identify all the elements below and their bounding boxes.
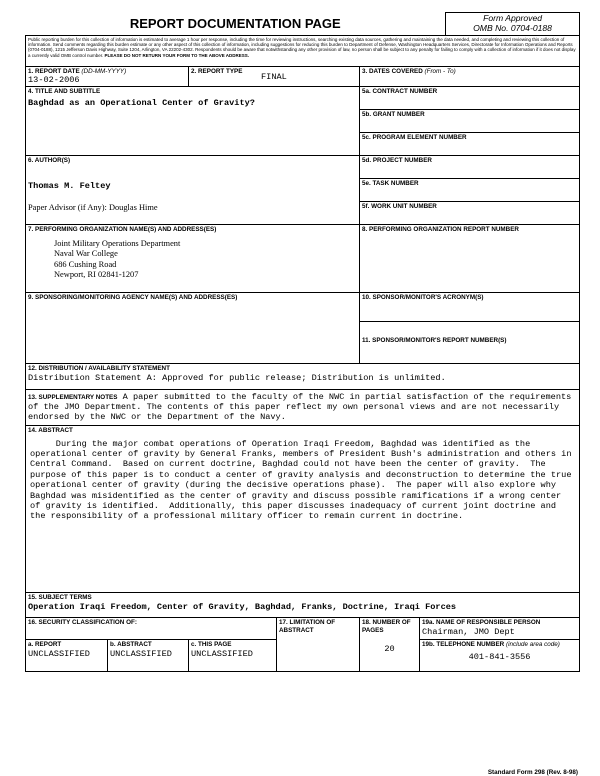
num-pages-value: 20 (384, 644, 395, 654)
report-documentation-form (25, 12, 579, 672)
report-date-value: 13-02-2006 (28, 75, 80, 85)
address-line: Newport, RI 02841-1207 (54, 270, 139, 279)
report-type-label: 2. REPORT TYPE (191, 67, 243, 75)
page-class-value: UNCLASSIFIED (191, 648, 253, 659)
supplementary-label: 13. SUPPLEMENTARY NOTES (28, 394, 118, 401)
authors-cell (26, 156, 360, 225)
address-line: Joint Military Operations Department (54, 238, 181, 248)
burden-statement (26, 35, 580, 66)
sponsor-acronym-cell (360, 293, 580, 322)
report-date-hint: (DD-MM-YYYY) (81, 67, 127, 75)
form-approved-text: Form Approved (483, 13, 542, 23)
paper-advisor: Paper Advisor (if Any): Douglas Hime (28, 202, 158, 212)
report-class-cell (26, 640, 108, 672)
distribution-label: 12. DISTRIBUTION / AVAILABILITY STATEMENT (28, 365, 170, 372)
project-number-cell (360, 156, 580, 179)
dates-covered-cell (360, 66, 580, 87)
distribution-cell (26, 364, 580, 390)
dates-covered-label: 3. DATES COVERED (362, 67, 423, 75)
subject-terms-cell (26, 593, 580, 618)
telephone-cell (420, 640, 580, 672)
abstract-class-label: b. ABSTRACT (110, 641, 152, 648)
security-class-label: 16. SECURITY CLASSIFICATION OF: (28, 619, 137, 626)
report-type-value: FINAL (261, 72, 287, 82)
distribution-value: Distribution Statement A: Approved for public release; Distribution is unlimited. (28, 372, 446, 383)
address-line: 686 Cushing Road (54, 259, 117, 269)
contract-number-cell (360, 87, 580, 110)
program-element-label: 5c. PROGRAM ELEMENT NUMBER (362, 134, 467, 141)
abstract-label: 14. ABSTRACT (28, 427, 73, 434)
title-subtitle-value: Baghdad as an Operational Center of Gravity? (28, 97, 255, 108)
work-unit-label: 5f. WORK UNIT NUMBER (362, 203, 437, 210)
project-number-label: 5d. PROJECT NUMBER (362, 157, 432, 164)
sponsor-acronym-label: 10. SPONSOR/MONITOR'S ACRONYM(S) (362, 294, 484, 301)
form-title-cell (26, 13, 446, 36)
contract-number-label: 5a. CONTRACT NUMBER (362, 88, 438, 95)
subject-terms-value: Operation Iraqi Freedom, Center of Gravity, Baghdad, Franks, Doctrine, Iraqi Forces (28, 601, 457, 612)
report-date-cell (26, 66, 189, 87)
abstract-class-value: UNCLASSIFIED (110, 648, 172, 659)
sponsor-report-cell (360, 322, 580, 364)
supplementary-cell (26, 390, 580, 426)
sponsoring-agency-cell (26, 293, 360, 364)
report-class-value: UNCLASSIFIED (28, 648, 90, 659)
num-pages-cell (360, 618, 420, 672)
performing-report-label: 8. PERFORMING ORGANIZATION REPORT NUMBER (362, 226, 519, 233)
subject-terms-label: 15. SUBJECT TERMS (28, 594, 92, 601)
performing-org-address (54, 239, 357, 281)
abstract-class-cell (108, 640, 189, 672)
performing-report-cell (360, 225, 580, 293)
responsible-value: Chairman, JMO Dept (422, 626, 515, 637)
security-class-cell (26, 618, 277, 640)
page-title: REPORT DOCUMENTATION PAGE (129, 15, 341, 31)
report-type-cell (189, 66, 360, 87)
report-class-label: a. REPORT (28, 641, 62, 648)
limitation-label: 17. LIMITATION OF ABSTRACT (279, 619, 336, 634)
author-name: Thomas M. Feltey (28, 180, 111, 191)
performing-org-label: 7. PERFORMING ORGANIZATION NAME(S) AND ADDRESS(ES) (28, 226, 217, 233)
responsible-cell (420, 618, 580, 640)
omb-box (446, 13, 580, 36)
performing-org-cell (26, 225, 360, 293)
grant-number-label: 5b. GRANT NUMBER (362, 111, 425, 118)
telephone-value: 401-841-3556 (468, 651, 531, 662)
abstract-cell (26, 426, 580, 593)
title-subtitle-label: 4. TITLE AND SUBTITLE (28, 88, 101, 95)
task-number-label: 5e. TASK NUMBER (362, 180, 419, 187)
address-line: Naval War College (54, 249, 118, 258)
burden-bold-text: PLEASE DO NOT RETURN YOUR FORM TO THE ABOVE ADDRESS. (104, 52, 250, 58)
telephone-label: 19b. TELEPHONE NUMBER (422, 641, 505, 648)
dates-covered-hint: (From - To) (424, 67, 456, 75)
program-element-cell (360, 133, 580, 156)
num-pages-label: 18. NUMBER OF PAGES (362, 619, 411, 634)
sponsor-report-label: 11. SPONSOR/MONITOR'S REPORT NUMBER(S) (362, 337, 507, 344)
grant-number-cell (360, 110, 580, 133)
omb-number: OMB No. 0704-0188 (473, 22, 552, 33)
task-number-cell (360, 179, 580, 202)
work-unit-cell (360, 202, 580, 225)
abstract-text: During the major combat operations of Operation Iraqi Freedom, Baghdad was identified as the operational center of gravity by General Franks, members of President Bush's administration and others in Central Command. Based on current doctrine, Baghdad could not have been the center of gravity. The purpose of this paper is to conduct a center of gravity analysis and deconstruction to determine the true operational center of gravity (during the decisive operations phase). The paper will also explore why Baghdad was misidentified as the center of gravity and discuss possible ramifications if a wrong center of gravity is identified. Additionally, this paper discusses inadequacy of current joint doctrine and the responsibility of a professional military officer to remain current in doctrine. (30, 438, 577, 522)
title-subtitle-cell (26, 87, 360, 156)
limitation-cell (277, 618, 360, 672)
supplementary-value: A paper submitted to the faculty of the NWC in partial satisfaction of the requirements of the JMO Department. The contents of this paper reflect my own personal views and are not necessarily endorsed by the NWC or the Department of the Navy. (28, 392, 572, 422)
standard-form-label: Standard Form 298 (Rev. 8-98) (487, 769, 578, 776)
burden-text: Public reporting burden for this collection of information is estimated to average 1 hour per response, including the time for reviewing instructions, searching existing data sources, gathering and maintaining the data needed, and completing and reviewing this collection of information. Send comments regarding this burden estimate or any other aspect of this collection of information, including suggestions for reducing this burden to Department of Defense, Washington Headquarters Services, Directorate for Information Operations and Reports (0704-0188), 1215 Jefferson Davis Highway, Suite 1204, Arlington, VA 22202-4302. Respondents should be aware that notwithstanding any other provision of law, no person shall be subject to any penalty for failing to comply with a collection of information if it does not display a currently valid OMB control number. (28, 36, 576, 58)
page-class-cell (189, 640, 277, 672)
responsible-label: 19a. NAME OF RESPONSIBLE PERSON (422, 619, 541, 626)
telephone-hint: (include area code) (505, 641, 560, 648)
authors-label: 6. AUTHOR(S) (28, 157, 71, 164)
report-date-label: 1. REPORT DATE (28, 67, 80, 75)
sponsoring-agency-label: 9. SPONSORING/MONITORING AGENCY NAME(S) AND ADDRESS(ES) (28, 294, 238, 301)
page-class-label: c. THIS PAGE (191, 641, 232, 648)
